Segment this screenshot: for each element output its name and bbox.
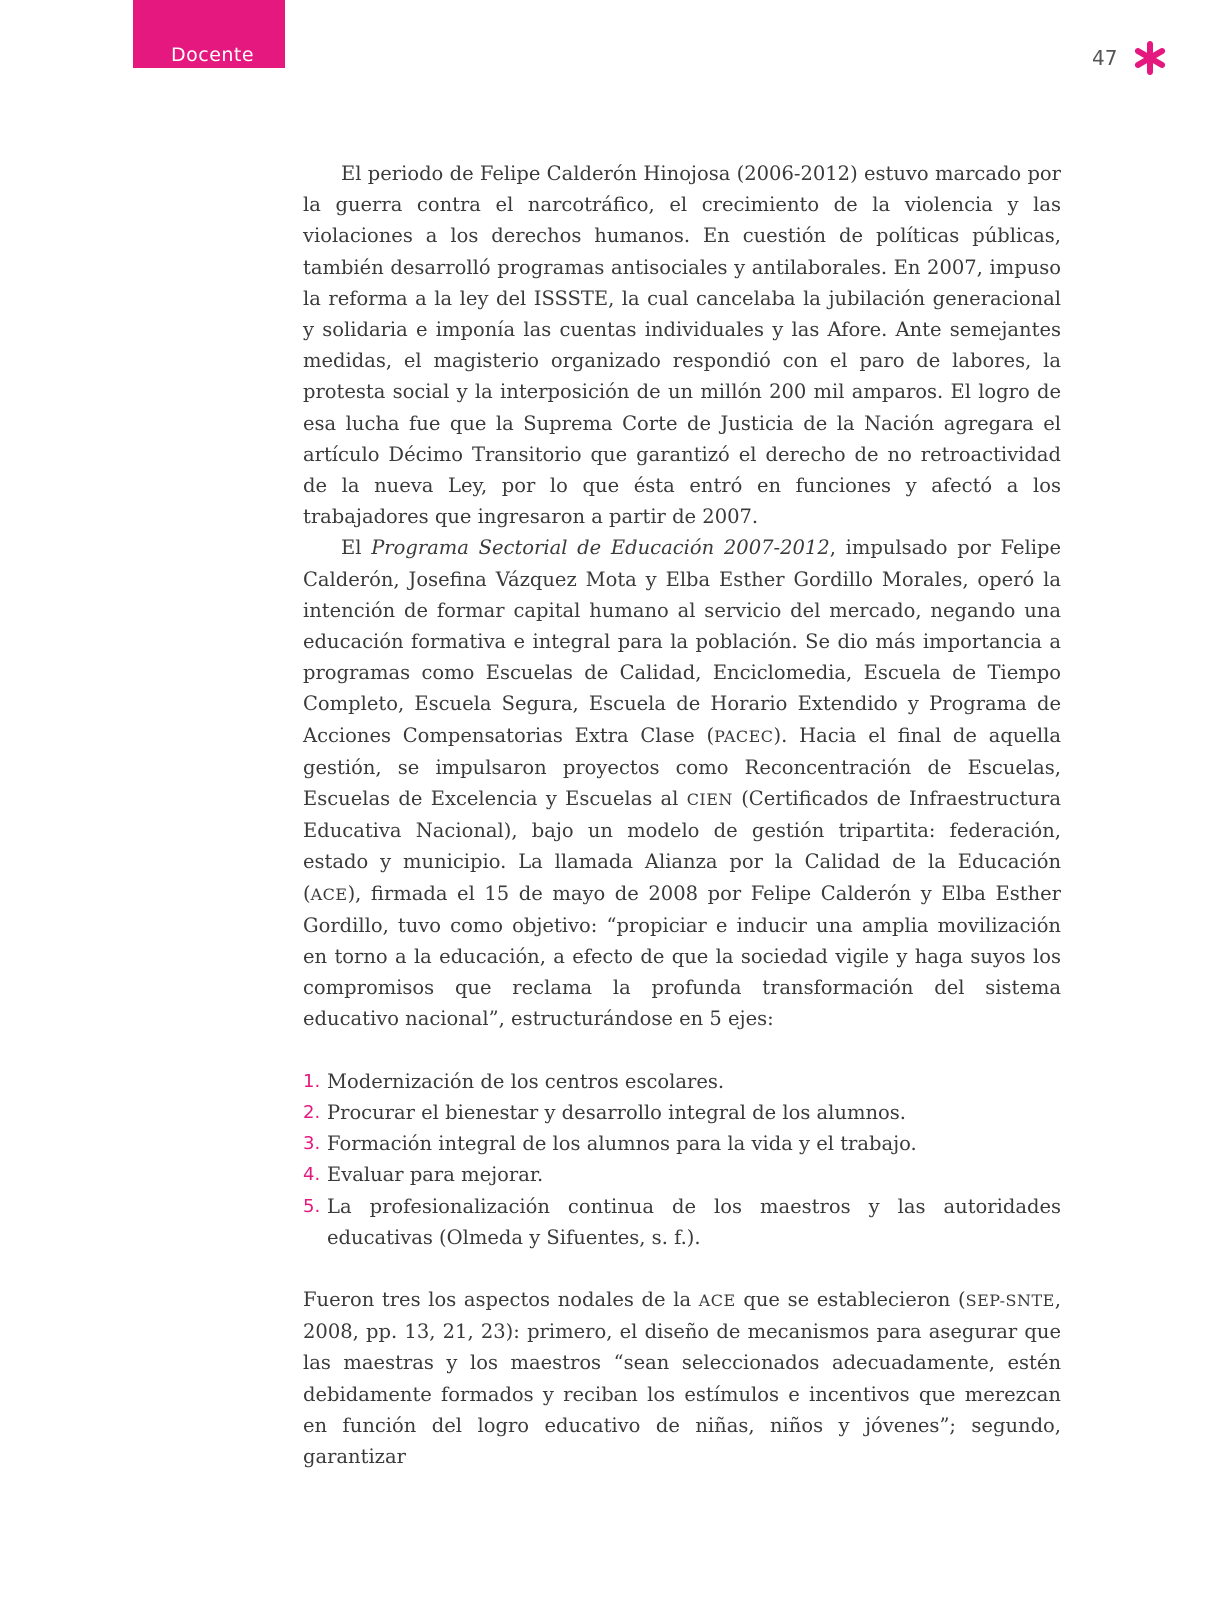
acronym-ace: ACE: [698, 1290, 736, 1310]
p2-text-b: ). Hacia el final de aquella gestión, se impulsaron proyectos como Reconcentración de Escuelas, Escuelas de Excelencia y Escuelas al: [303, 723, 1061, 811]
page-number: 47: [1092, 46, 1118, 70]
section-tab: [133, 0, 285, 68]
list-text: Modernización de los centros escolares.: [327, 1069, 725, 1093]
list-number: 3.: [303, 1133, 321, 1155]
list-item: [303, 1128, 1061, 1159]
acronym-sep-snte: SEP-SNTE: [965, 1290, 1055, 1310]
paragraph-ace-aspects: [303, 1284, 1061, 1472]
p3-text-a: Fueron tres los aspectos nodales de la: [303, 1287, 699, 1311]
list-item: [303, 1066, 1061, 1097]
program-title: Programa Sectorial de Educación 2007-2012: [371, 536, 830, 560]
list-number: 4.: [303, 1164, 321, 1186]
acronym-ace: ACE: [310, 884, 348, 904]
list-text: La profesionalización continua de los maestros y las autoridades educativas (Olmeda y Sifuentes, s. f.).: [327, 1194, 1061, 1249]
list-text: Procurar el bienestar y desarrollo integral de los alumnos.: [327, 1100, 906, 1124]
list-item: [303, 1097, 1061, 1128]
article-body: [303, 158, 1061, 1472]
paragraph-calderon-period: El periodo de Felipe Calderón Hinojosa (2006-2012) estuvo marcado por la guerra contra el narcotráfico, el crecimiento de la violencia y las violaciones a los derechos humanos. En cuestión de políticas públicas, también desarrolló programas antisociales y antilaborales. En 2007, impuso la reforma a la ley del ISSSTE, la cual cancelaba la jubilación generacional y solidaria e imponía las cuentas individuales y las Afore. Ante semejantes medidas, el magisterio organizado respondió con el paro de labores, la protesta social y la interposición de un millón 200 mil amparos. El logro de esa lucha fue que la Suprema Corte de Justicia de la Nación agregara el artículo Décimo Transitorio que garantizó el derecho de no retroactividad de la nueva Ley, por lo que ésta entró en funciones y afectó a los trabajadores que ingresaron a partir de 2007.: [303, 162, 1061, 529]
list-item: [303, 1191, 1061, 1253]
list-number: 1.: [303, 1070, 321, 1092]
axes-list: [303, 1066, 1061, 1253]
list-number: 5.: [303, 1195, 321, 1217]
section-label: Docente: [171, 44, 255, 66]
list-number: 2.: [303, 1101, 321, 1123]
paragraph-sectoral-program: [303, 532, 1061, 1034]
list-item: [303, 1159, 1061, 1190]
list-text: Formación integral de los alumnos para la vida y el trabajo.: [327, 1132, 917, 1156]
p3-text-c: , 2008, pp. 13, 21, 23): primero, el diseño de mecanismos para asegurar que las maestras y los maestros “sean seleccionados adecuadamente, estén debidamente formados y reciban los estímulos e incentivos que merezcan en función del logro educativo de niñas, niños y jóvenes”; segundo, garantizar: [303, 1287, 1061, 1468]
p2-text-a: , impulsado por Felipe Calderón, Josefina Vázquez Mota y Elba Esther Gordillo Morales, operó la intención de formar capital humano al servicio del mercado, negando una educación formativa e integral para la población. Se dio más importancia a programas como Escuelas de Calidad, Enciclomedia, Escuela de Tiempo Completo, Escuela Segura, Escuela de Horario Extendido y Programa de Acciones Compensatorias Extra Clase (: [303, 536, 1062, 747]
p2-lead: El: [341, 536, 372, 560]
p2-text-c: (Certificados de Infraestructura Educativa Nacional), bajo un modelo de gestión tripartita: federación, estado y municipio. La llamada Alianza por la Calidad de la Educación (: [303, 787, 1061, 905]
p3-text-b: que se establecieron (: [735, 1287, 966, 1311]
p2-text-d: ), firmada el 15 de mayo de 2008 por Felipe Calderón y Elba Esther Gordillo, tuvo como objetivo: “propiciar e inducir una amplia movilización en torno a la educación, a efecto de que la sociedad vigile y haga suyos los compromisos que reclama la profunda transformación del sistema educativo nacional”, estructurándose en 5 ejes:: [303, 881, 1061, 1031]
asterisk-icon: [1132, 40, 1168, 76]
list-text: Evaluar para mejorar.: [327, 1163, 544, 1187]
acronym-cien: CIEN: [686, 790, 733, 810]
acronym-pacec: PACEC: [714, 726, 774, 746]
